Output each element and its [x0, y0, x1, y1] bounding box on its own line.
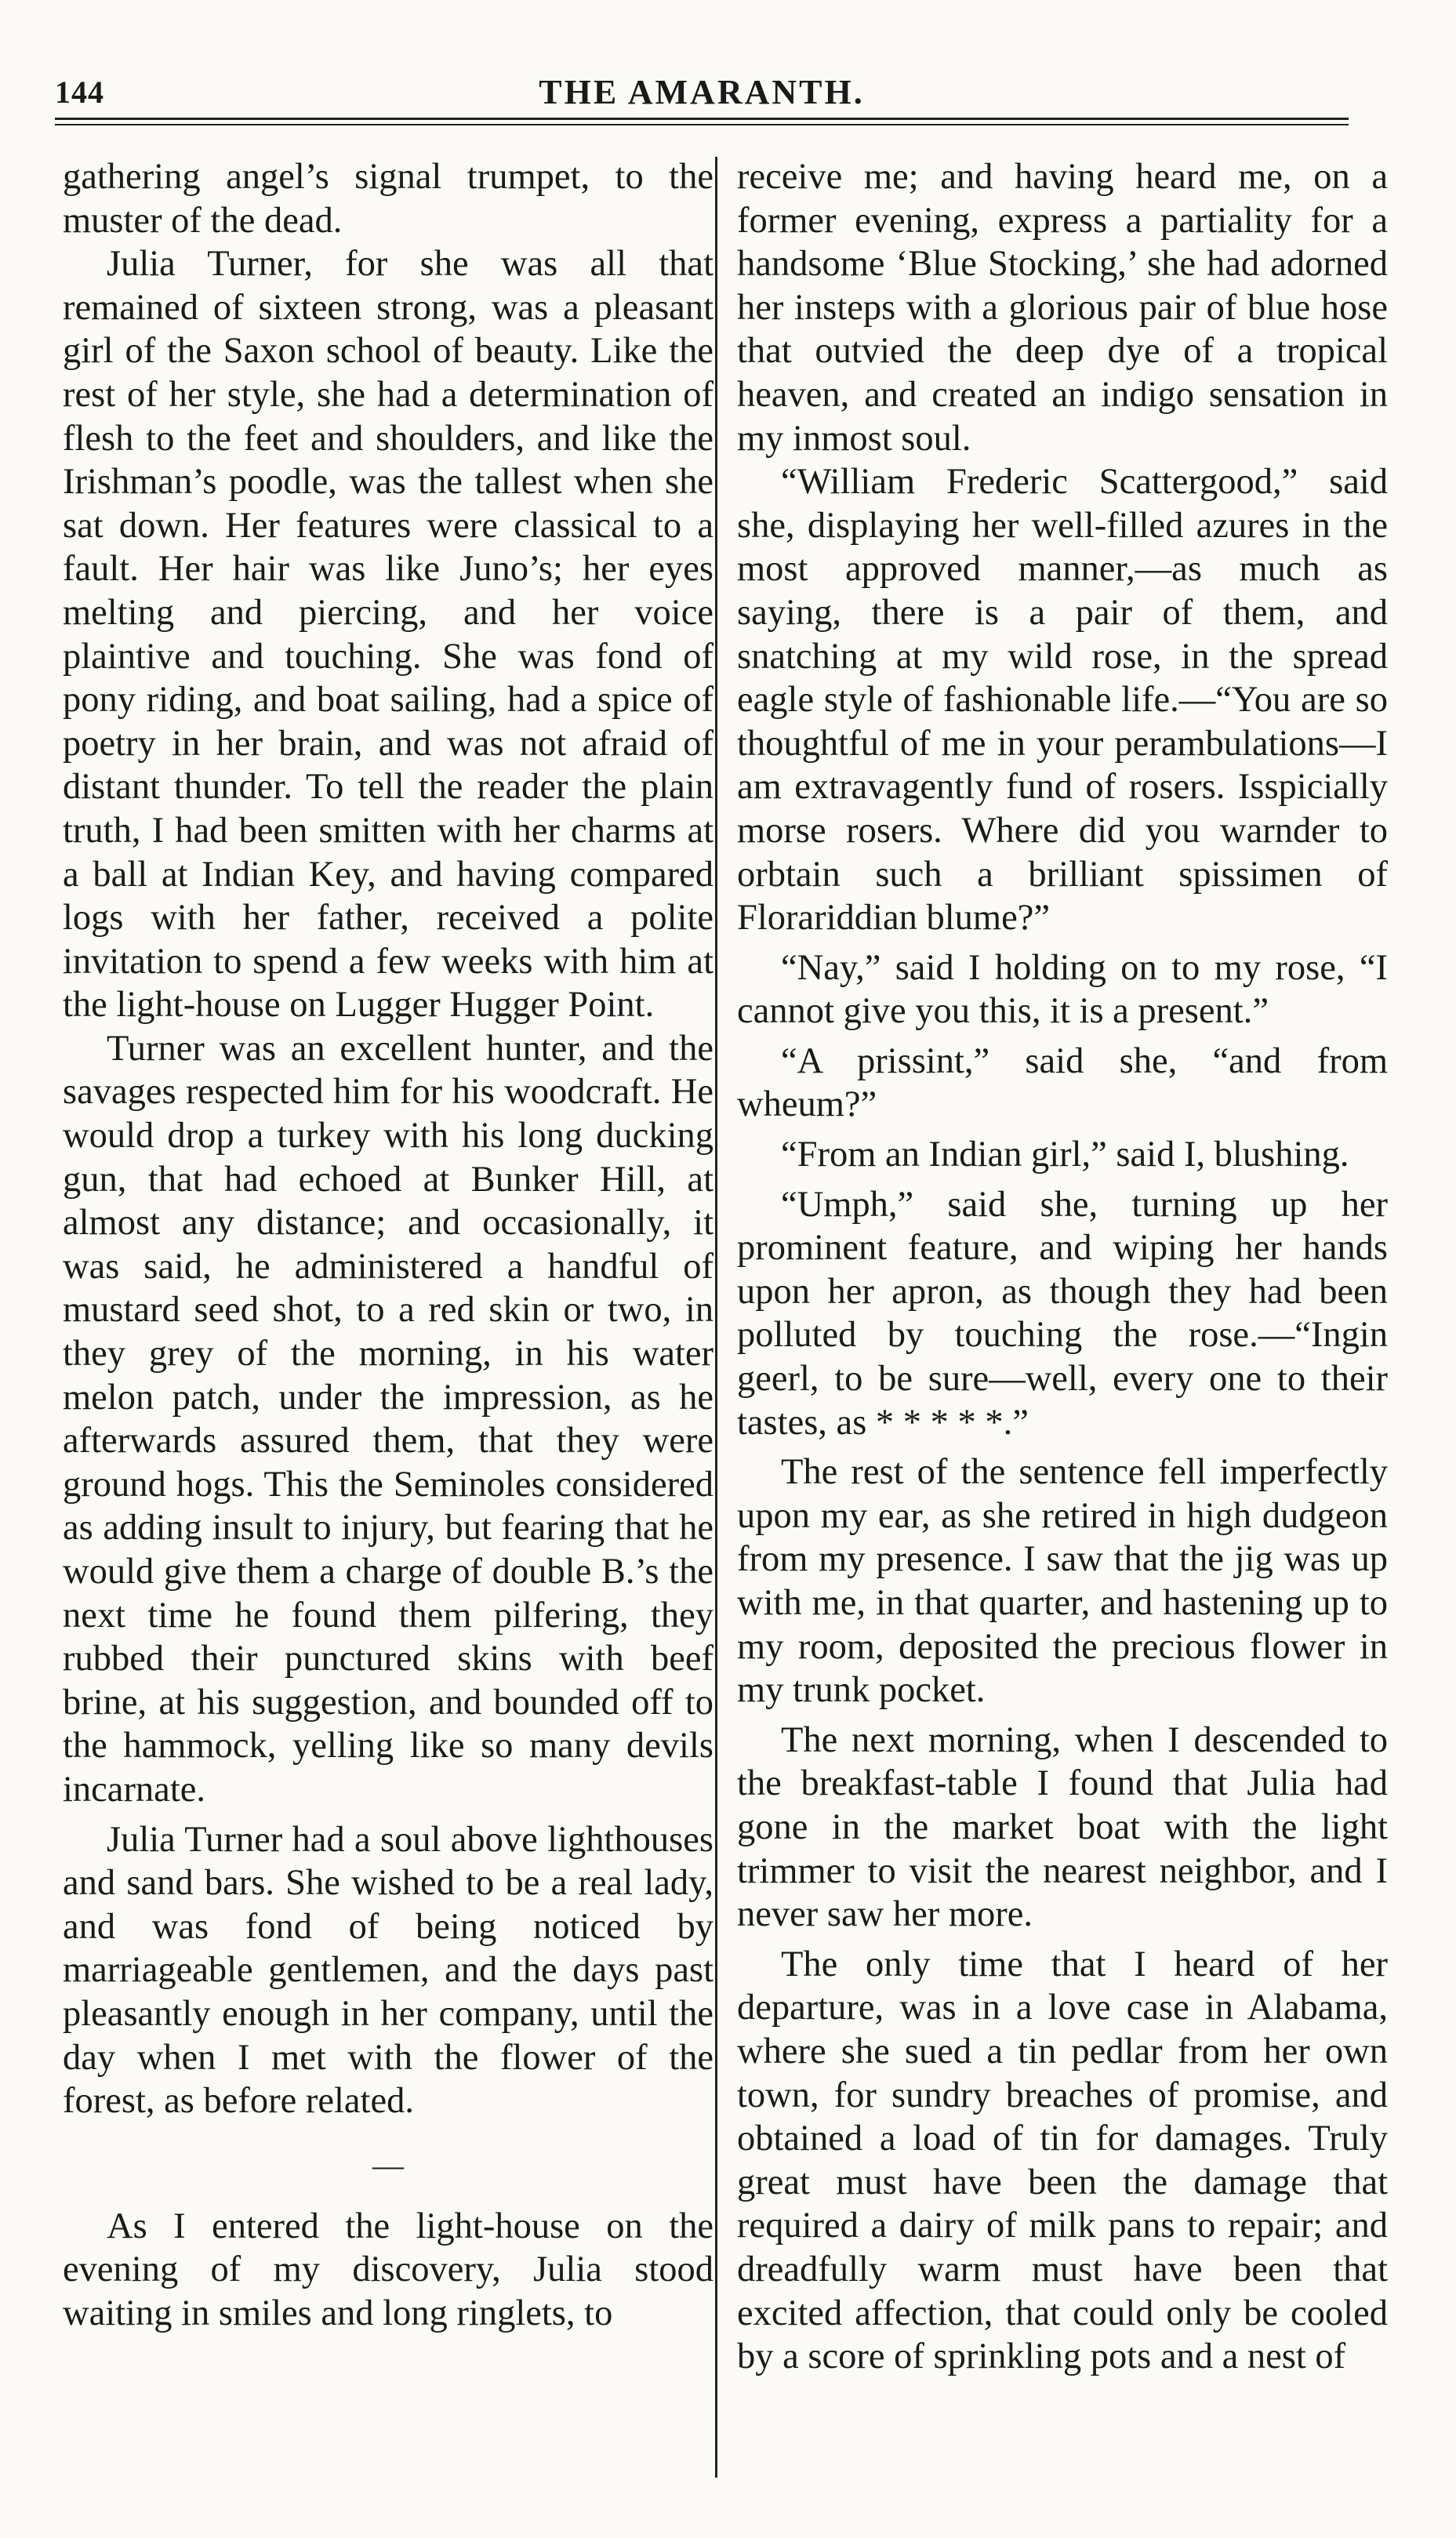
paragraph: The next morning, when I descended to the breakfast-table I found that Julia had gone in the market boat with the light trimmer to visit the nearest neighbor, and I never saw her more.: [737, 1719, 1388, 1935]
paragraph: Julia Turner had a soul above lighthouses and sand bars. She wished to be a real lady, and was fond of being noticed by marriageable gentlemen, and the days past pleasantly enough in her company, until the day when I met with the flower of the forest, as before related.: [63, 1819, 713, 2122]
paragraph: “A prissint,” said she, “and from wheum?”: [737, 1040, 1388, 1125]
paragraph: The only time that I heard of her departure, was in a love case in Alabama, where she sued a tin pedlar from her own town, for sundry breaches of promise, and obtained a load of tin for damages. Truly great must have been the damage that required a dairy of milk pans to repair; and dreadfully warm must have been that excited affection, that could only be cooled by a score of sprinkling pots and a nest of: [737, 1944, 1388, 2377]
paragraph: “Umph,” said she, turning up her prominent feature, and wiping her hands upon her apron, as though they had been polluted by touching the rose.—“Ingin geerl, to be sure—well, every one to their tastes, as * * * * *.”: [737, 1184, 1388, 1443]
paragraph: Julia Turner, for she was all that remained of sixteen strong, was a pleasant girl of the Saxon school of beauty. Like the rest of her style, she had a determination of flesh to the feet and shoulders, and like the Irishman’s poodle, was the tallest when she sat down. Her features were classical to a fault. Her hair was like Juno’s; her eyes melting and piercing, and her voice plaintive and touching. She was fond of pony riding, and boat sailing, had a spice of poetry in her brain, and was not afraid of distant thunder. To tell the reader the plain truth, I had been smitten with her charms at a ball at Indian Key, and having compared logs with her father, received a polite invitation to spend a few weeks with him at the light-house on Lugger Hugger Point.: [63, 244, 713, 1026]
header-rule-top: [55, 118, 1349, 120]
right-column: [737, 155, 1388, 2379]
page-header: [55, 72, 1349, 119]
section-divider: —: [372, 2147, 404, 2183]
page-number: 144: [55, 74, 104, 110]
paragraph: gathering angel’s signal trumpet, to the muster of the dead.: [63, 157, 713, 241]
paragraph: “William Frederic Scattergood,” said she, displaying her well-filled azures in the most approved manner,—as much as saying, there is a pair of them, and snatching at my wild rose, in the spread eagle style of fashionable life.—“You are so thoughtful of me in your perambulations—I am extravagently fund of rosers. Isspicially morse rosers. Where did you warnder to orbtain such a brilliant spissimen of Florariddian blume?”: [737, 462, 1388, 939]
column-divider: [715, 157, 717, 2478]
left-column: [63, 155, 713, 2336]
paragraph: The rest of the sentence fell imperfectly upon my ear, as she retired in high dudgeon from my presence. I saw that the jig was up with me, in that quarter, and hastening up to my room, deposited the precious flower in my trunk pocket.: [737, 1452, 1388, 1711]
paragraph: As I entered the light-house on the evening of my discovery, Julia stood waiting in smiles and long ringlets, to: [63, 2206, 713, 2333]
paragraph: “Nay,” said I holding on to my rose, “I cannot give you this, it is a present.”: [737, 947, 1388, 1032]
paragraph: Turner was an excellent hunter, and the savages respected him for his woodcraft. He would drop a turkey with his long ducking gun, that had echoed at Bunker Hill, at almost any distance; and occasionally, it was said, he administered a handful of mustard seed shot, to a red skin or two, in they grey of the morning, in his water melon patch, under the impression, as he afterwards assured them, that they were ground hogs. This the Seminoles considered as adding insult to injury, but fearing that he would give them a charge of double B.’s the next time he found them pilfering, they rubbed their punctured skins with beef brine, at his suggestion, and bounded off to the hammock, yelling like so many devils incarnate.: [63, 1028, 713, 1810]
running-title: THE AMARANTH.: [539, 73, 865, 111]
header-rule-bottom: [55, 124, 1349, 125]
paragraph: receive me; and having heard me, on a former evening, express a partiality for a handsome ‘Blue Stocking,’ she had adorned her insteps with a glorious pair of blue hose that outvied the deep dye of a tropical heaven, and created an indigo sensation in my inmost soul.: [737, 157, 1388, 459]
paragraph: “From an Indian girl,” said I, blushing.: [781, 1135, 1349, 1175]
